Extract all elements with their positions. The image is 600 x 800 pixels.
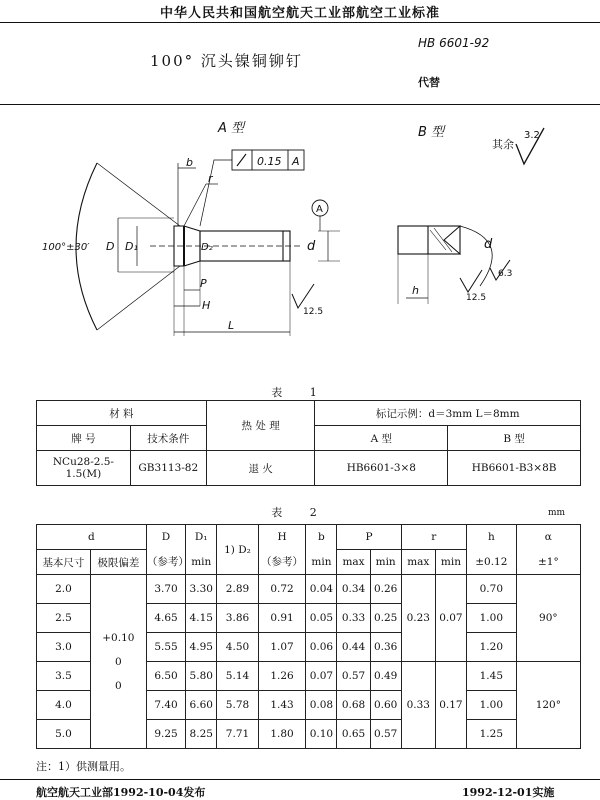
t1-h-grade: 牌 号	[37, 426, 131, 451]
roughness-b2: 6.3	[498, 269, 513, 279]
t2-d: 4.0	[37, 691, 91, 720]
tolerance-value: 0.15	[257, 155, 282, 168]
dim-d: d	[307, 239, 316, 254]
footnote: 注：1）供测量用。	[36, 760, 131, 773]
t2-r-max-2: 0.33	[401, 662, 435, 749]
t1-heat: 退 火	[206, 451, 315, 486]
t1-h-example: 标记示例：d＝3mm L＝8mm	[315, 401, 581, 426]
t2-h: 0.70	[466, 575, 516, 604]
t2-dev-plus: +0.10	[102, 631, 135, 644]
t2-s-r-min: min	[435, 550, 466, 575]
t2-D1: 6.60	[186, 691, 217, 720]
t2-Pmax: 0.44	[337, 633, 370, 662]
t2-Pmax: 0.65	[337, 720, 370, 749]
t2-h-D: D	[146, 525, 185, 550]
roughness-a: 12.5	[303, 307, 324, 317]
t2-D1: 5.80	[186, 662, 217, 691]
t2-h-b: b	[306, 525, 337, 550]
t2-d: 2.5	[37, 604, 91, 633]
t1-h-typeB: B 型	[448, 426, 581, 451]
t2-s-H-ref: （参考）	[258, 550, 306, 575]
t2-s-P-max: max	[337, 550, 370, 575]
t2-H: 1.07	[258, 633, 306, 662]
roughness-rest-value: 3.2	[524, 130, 540, 141]
t2-D: 3.70	[146, 575, 185, 604]
t2-r-min-1: 0.07	[435, 575, 466, 662]
t2-dev	[90, 575, 146, 749]
table1	[36, 400, 581, 486]
t2-s-basic: 基本尺寸	[37, 550, 91, 575]
t2-h-r: r	[401, 525, 466, 550]
t1-h-heat: 热 处 理	[206, 401, 315, 451]
t2-H: 1.26	[258, 662, 306, 691]
t2-Pmin: 0.49	[370, 662, 401, 691]
footer-rule	[0, 779, 600, 780]
header-rule	[0, 22, 600, 23]
t2-D: 6.50	[146, 662, 185, 691]
t2-D1: 4.95	[186, 633, 217, 662]
t2-s-r-max: max	[401, 550, 435, 575]
header-bottom-rule	[0, 104, 600, 105]
table2-unit: mm	[548, 508, 566, 518]
t2-h-h: h	[466, 525, 516, 550]
t2-h: 1.45	[466, 662, 516, 691]
page-title: 100° 沉头镍铜铆钉	[150, 52, 303, 70]
t2-s-alpha: ±1°	[516, 550, 580, 575]
t2-D: 7.40	[146, 691, 185, 720]
dim-d-type-b: d	[484, 237, 493, 252]
t2-alpha-2: 120°	[516, 662, 580, 749]
t1-h-typeA: A 型	[315, 426, 448, 451]
issued-by: 航空航天工业部1992-10-04发布	[36, 786, 206, 799]
effective-date: 1992-12-01实施	[462, 786, 555, 799]
t1-markB: HB6601-B3×8B	[448, 451, 581, 486]
standard-number: HB 6601-92	[418, 36, 490, 50]
dim-D1: D₁	[125, 240, 138, 253]
t2-dev-zero1: 0	[115, 655, 122, 668]
t1-h-material: 材 料	[37, 401, 207, 426]
t2-Pmax: 0.33	[337, 604, 370, 633]
table2	[36, 524, 581, 749]
t2-Pmax: 0.68	[337, 691, 370, 720]
t2-h-P: P	[337, 525, 401, 550]
dim-D2: D₂	[201, 242, 213, 253]
dim-b: b	[186, 156, 193, 169]
datum-label: A	[316, 204, 323, 215]
t2-h: 1.00	[466, 691, 516, 720]
t2-Pmin: 0.57	[370, 720, 401, 749]
t2-s-D-ref: （参考）	[146, 550, 185, 575]
t2-Pmin: 0.36	[370, 633, 401, 662]
t2-b: 0.06	[306, 633, 337, 662]
dim-D: D	[106, 240, 115, 253]
t2-s-h: ±0.12	[466, 550, 516, 575]
t2-Pmin: 0.25	[370, 604, 401, 633]
t2-H: 0.72	[258, 575, 306, 604]
t2-D: 5.55	[146, 633, 185, 662]
t2-h-D2: 1) D₂	[217, 525, 258, 575]
t2-Pmin: 0.60	[370, 691, 401, 720]
t2-D: 9.25	[146, 720, 185, 749]
t1-grade: NCu28-2.5-1.5(M)	[37, 451, 131, 486]
t2-D2: 5.14	[217, 662, 258, 691]
t2-h: 1.20	[466, 633, 516, 662]
t2-b: 0.08	[306, 691, 337, 720]
t2-b: 0.10	[306, 720, 337, 749]
rivet-drawing	[0, 108, 600, 378]
t2-D2: 2.89	[217, 575, 258, 604]
t2-Pmax: 0.34	[337, 575, 370, 604]
t2-h-H: H	[258, 525, 306, 550]
t2-s-dev: 极限偏差	[90, 550, 146, 575]
t2-h-D1: D₁	[186, 525, 217, 550]
t2-h: 1.00	[466, 604, 516, 633]
dim-H: H	[202, 299, 211, 312]
t1-cond: GB3113-82	[130, 451, 206, 486]
t2-Pmax: 0.57	[337, 662, 370, 691]
t2-D2: 5.78	[217, 691, 258, 720]
dim-h: h	[412, 284, 419, 297]
type-b-label: B 型	[418, 125, 445, 140]
type-a-label: A 型	[218, 121, 245, 136]
t1-markA: HB6601-3×8	[315, 451, 448, 486]
t2-D1: 4.15	[186, 604, 217, 633]
t2-D1: 3.30	[186, 575, 217, 604]
t2-Pmin: 0.26	[370, 575, 401, 604]
supersedes-label: 代替	[418, 76, 440, 89]
t2-s-b-min: min	[306, 550, 337, 575]
t2-alpha-1: 90°	[516, 575, 580, 662]
t2-d: 5.0	[37, 720, 91, 749]
t2-D2: 4.50	[217, 633, 258, 662]
roughness-b1: 12.5	[466, 293, 487, 303]
t2-h-d: d	[37, 525, 147, 550]
roughness-rest-label: 其余	[492, 138, 514, 151]
t2-H: 0.91	[258, 604, 306, 633]
t2-b: 0.05	[306, 604, 337, 633]
t2-h-alpha: α	[516, 525, 580, 550]
angle-label: 100°±30′	[42, 242, 90, 253]
t2-h: 1.25	[466, 720, 516, 749]
t2-d: 3.5	[37, 662, 91, 691]
t2-d: 2.0	[37, 575, 91, 604]
t2-H: 1.43	[258, 691, 306, 720]
t1-h-cond: 技术条件	[130, 426, 206, 451]
tolerance-datum: A	[292, 155, 300, 168]
t2-D: 4.65	[146, 604, 185, 633]
dim-L: L	[228, 319, 235, 332]
t2-r-max-1: 0.23	[401, 575, 435, 662]
dim-r: r	[208, 172, 213, 185]
t2-D2: 7.71	[217, 720, 258, 749]
issuing-authority: 中华人民共和国航空航天工业部航空工业标准	[159, 6, 440, 21]
table1-caption: 表 1	[271, 386, 329, 399]
dim-P: P	[200, 277, 207, 290]
t2-dev-zero2: 0	[115, 679, 122, 692]
t2-d: 3.0	[37, 633, 91, 662]
t2-r-min-2: 0.17	[435, 662, 466, 749]
t2-s-D1-min: min	[186, 550, 217, 575]
t2-s-P-min: min	[370, 550, 401, 575]
t2-H: 1.80	[258, 720, 306, 749]
table2-caption: 表 2	[271, 506, 329, 519]
t2-b: 0.07	[306, 662, 337, 691]
t2-b: 0.04	[306, 575, 337, 604]
t2-D2: 3.86	[217, 604, 258, 633]
t2-D1: 8.25	[186, 720, 217, 749]
